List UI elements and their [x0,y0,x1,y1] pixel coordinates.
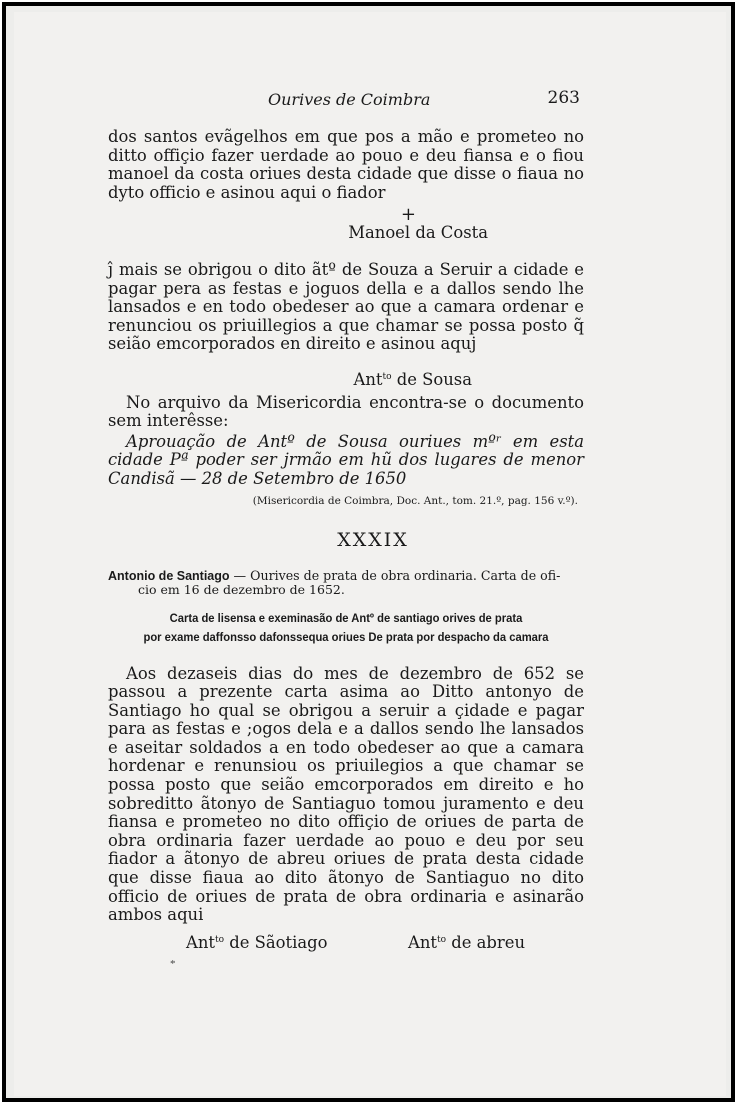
paragraph-2: ĵ mais se obrigou o dito ãtº de Souza a Seruir a cidade e pagar pera as festas e joguos della e a dallos sendo lhe lansados e en todo obedeser ao que a camara ordenar e renunciou os priuillegios a que chamar se possa posto q̃ seião emcorporados en direito e asinou aquj [108,259,584,354]
signature-anto-prefix: Ant [353,369,383,389]
sig-right-prefix: Ant [408,932,437,952]
sig-right-sup: to [436,934,447,945]
sig-left-prefix: Ant [186,932,215,952]
signature-anto-rest: de Sousa [391,369,472,389]
entry-date: cio em 16 de dezembro de 1652. [138,581,345,597]
sig-left-sup: to [214,934,225,945]
section-numeral: XXXIX [337,528,409,551]
running-head [108,88,584,112]
signature-manoel-da-costa: Manoel da Costa [348,223,488,243]
signature-anto-sup: to [382,371,392,382]
source-citation: (Misericordia de Coimbra, Doc. Ant., tom. 21.º, pag. 156 v.º). [252,494,578,507]
entry-description: — Ourives de prata de obra ordinaria. Carta de ofi- [229,567,561,583]
quoted-document: Aprouação de Antº de Sousa ouriues mºʳ em esta cidade Pª poder ser jrmão em hũ dos lugares de menor Candisã — 28 de Setembro de 1650 [108,431,584,488]
paragraph-1: dos santos evãgelhos em que pos a mão e prometeo no ditto offiçio fazer uerdade ao pouo e deu fiansa e o fiou manoel da costa oriues desta cidade que disse o fiaua no dyto officio e asinou aqui o fiador [108,127,584,202]
entry-name: Antonio de Santiago [108,568,230,583]
caption-line-2: por exame daffonsso dafonssequa oriues De prata por despacho da camara [143,629,549,644]
signature-cross-mark: + [400,204,416,226]
page-number: 263 [547,88,580,108]
paragraph-4: Aos dezaseis dias do mes de dezembro de 652 se passou a prezente carta asima ao Ditto antonyo de Santiago ho qual se obrigou a seruir a çidade e pagar para as festas e ;ogos dela e a dallos sendo lhe lansados e aseitar soldados a en todo obedeser ao que a camara hordenar e renunsiou os priuilegios a que chamar se possa posto que seião emcorporados em direito e ho sobreditto ãtonyo de Santiaguo tomou juramento e deu fiansa e prometeo no dito offiçio de oriues de parta de obra ordinaria fazer uerdade ao pouo e deu por seu fiador a ãtonyo de abreu oriues de prata desta cidade que disse fiaua ao dito ãtonyo de Santiaguo no dito officio de oriues de prata de obra ordinaria e asinarão ambos aqui [108,663,584,925]
sig-right-rest: de abreu [446,932,525,952]
bottom-signatures [108,931,584,957]
document-caption [127,609,565,647]
signature-anto-de-saotiago [186,933,327,952]
signature-anto-de-abreu [408,933,525,952]
document-page [108,88,584,957]
sig-left-rest: de Sãotiago [224,932,328,952]
caption-line-1: Carta de lisensa e exeminasão de Antº de santiago orives de prata [169,610,523,625]
footer-mark: * [170,958,176,970]
paragraph-3: No arquivo da Misericordia encontra-se o documento sem interêsse: [108,392,584,431]
entry-heading [108,569,584,597]
signature-anto-de-sousa [108,368,584,390]
running-title: Ourives de Coimbra [268,90,431,109]
